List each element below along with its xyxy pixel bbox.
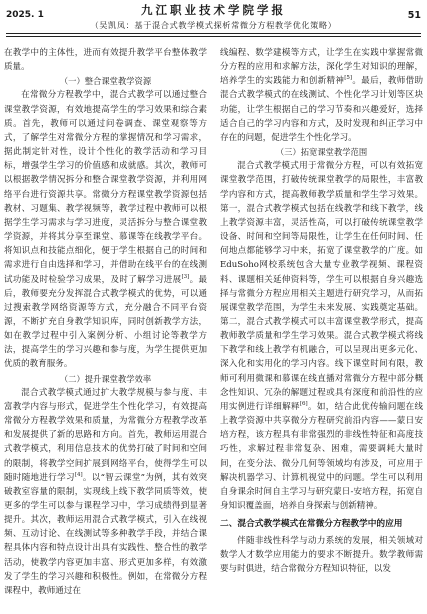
paragraph	[4, 386, 207, 598]
paragraph-text: 线编程、数学建模等方式，让学生在实践中掌握常微分方程的应用和求解方法，深化学生对知识的理解，培养学生的实践能力和创新精神	[220, 48, 423, 87]
issue-date: 2025. 1	[6, 10, 44, 20]
header-rule-thick	[6, 33, 421, 34]
paragraph-text: 。最后，教师要充分发挥混合式教学模式的优势，可以通过搜索教学网络资源等方式，充分融合不同平台资源，不断扩充自身教学知识库，同时创新教学方法，如在教学过程中引入案例分析、小组讨论等教学方法，提高学生的学习兴趣和参与度，为学生提供更加优质的教育服务。	[4, 274, 207, 370]
paragraph-text: 混合式教学模式用于常微分方程，可以有效拓宽课堂教学范围，打破传统课堂教学的局限性，丰富教学内容和方式，提高教师教学质量和学生学习效果。第一，混合式教学模式包括在线教学和线下教学，线上教学资源丰富，灵活性高，可以打破传统课堂教学设备、时间和空间等局限性，让学生在任何时间、任何地点都能够学习中来，拓宽了课堂教学的广度。如EduSoho网校系统包含大量专业教学视频、课程资料、课题相关延伸资料等，学生可以根据自身兴趣选择与常微分方程应用相关主题进行研究学习，从而拓展课堂教学范围，为学生未来发展、实践奠定基础。第二，混合式教学模式可以丰富课堂教学形式，提高教师教学质量和学生学习效果。混合式教学模式将线下教学和线上教学有机融合，可以呈现出更多元化、深入化和实用化的学习内容。线下课堂时间有限，教师可利用微课和慕课在线直播对常微分方程中部分概念性知识、冗杂的解题过程或具有深度和前沿性的应用实例进行详细解释	[220, 161, 423, 412]
left-column	[4, 46, 207, 612]
paragraph-text: 混合式教学模式通过扩大教学规模与参与度、丰富教学内容与形式，促进学生个性化学习，有效提高常微分方程教学效果和质量，为常微分方程教学改革和发展提供了新的思路和方向。首先，教师运用混合式教学模式，利用信息技术的优势打破了时间和空间的限制，将教学空间扩展到网络平台，使得学生可以随时随地进行学习	[4, 387, 207, 483]
paragraph-text: 。如，结合此优传输问题在线上教学资源中共享微分方程研究前沿内容——蒙日安培方程，该方程具有非常强烈的非线性特征和高度技巧性，求解过程非常复杂、困难，需要调耗大量时间，在变分法、微分几何等领域均有涉及，可应用于解决机器学习、计算机视觉中的问题。学生可以利用自身课余时间自主学习与研究蒙日-安培方程，拓宽自身知识覆盖面，培养自身探索与创新精神。	[220, 401, 423, 511]
paragraph-text: 。以“智云课堂”为例，其有效突破教室容量的限制，实现线上线下教学同质等效，使更多的学生可以参与课程学习中，学习成绩得到显著提升。其次，教师运用混合式教学模式，引入在线视频、互动讨论、在线测试等多种教学手段，并结合课程具体内容和特点设计出具有实践性、整合性的教学活动，使教学内容更加丰富、形式更加多样，有效激发了学生的学习兴趣和积极性。例如，在常微分方程课程中，教师通过在	[4, 472, 207, 596]
section-heading: 二、混合式教学模式在常微分方程教学中的应用	[220, 519, 403, 530]
journal-name: 九江职业技术学院学报	[141, 3, 286, 17]
page-number: 51	[407, 10, 421, 21]
subsection-heading: （一）整合课堂教学资源	[59, 76, 152, 87]
subsection-heading: （三）拓宽课堂教学范围	[275, 147, 368, 158]
subsection-heading: （二）提升课堂教学效率	[59, 373, 152, 384]
citation-ref: [3]	[181, 273, 190, 280]
paragraph: 在教学中的主体性，进而有效提升教学平台整体教学质量。	[4, 48, 207, 73]
paragraph	[4, 88, 207, 371]
right-column	[220, 46, 423, 612]
citation-ref: [6]	[299, 401, 308, 408]
page-header	[6, 0, 421, 44]
paragraph	[220, 46, 423, 145]
paragraph	[220, 159, 423, 513]
citation-ref: [4]	[74, 471, 83, 478]
paragraph: 伴随非线性科学与动力系统的发展，相关领域对数学人才数学应用能力的要求不断提升。数学教师需要与时俱进，结合常微分方程知识特征，以发	[220, 536, 423, 575]
paragraph-text: 。最后，教师借助混合式教学模式的在线测试、个性化学习计划等区块功能，让学生根据自己的学习节奏和兴趣爱好，选择适合自己的学习内容和方式，及时发现和纠正学习中存在的问题，促进学生个性化学习。	[220, 76, 423, 143]
running-head: （吴凯凤：基于混合式教学模式探析常微分方程教学优化策略）	[90, 20, 337, 30]
paragraph-text: 在常微分方程教学中，混合式教学可以通过整合课堂教学资源，有效地提高学生的学习效果和综合素质。首先，教师可以通过问卷调查、课堂观察等方式，了解学生对常微分方程的掌握情况和学习需求，据此制定针对性，设计个性化的教学活动和学习目标，增强学生学习的价值感和成就感。其次，教师可以根据教学情况拆分和整合课堂教学资源，并利用网络平台进行资源共享。常微分方程课堂教学资源包括教材、习题集、教学视频等，教学过程中教师可以根据学生学习需求与学习进度，灵活拆分与整合课堂教学资源，并将其分享至课堂、慕课等在线教学平台。将知识点和技能点细化，便于学生根据自己的时间和需求进行自由选择和学习，并借助在线平台的在线测试功能及时检验学习成果，及时了解学习进展	[4, 90, 207, 285]
citation-ref: [5]	[344, 75, 353, 82]
header-rule-thin	[6, 36, 421, 37]
